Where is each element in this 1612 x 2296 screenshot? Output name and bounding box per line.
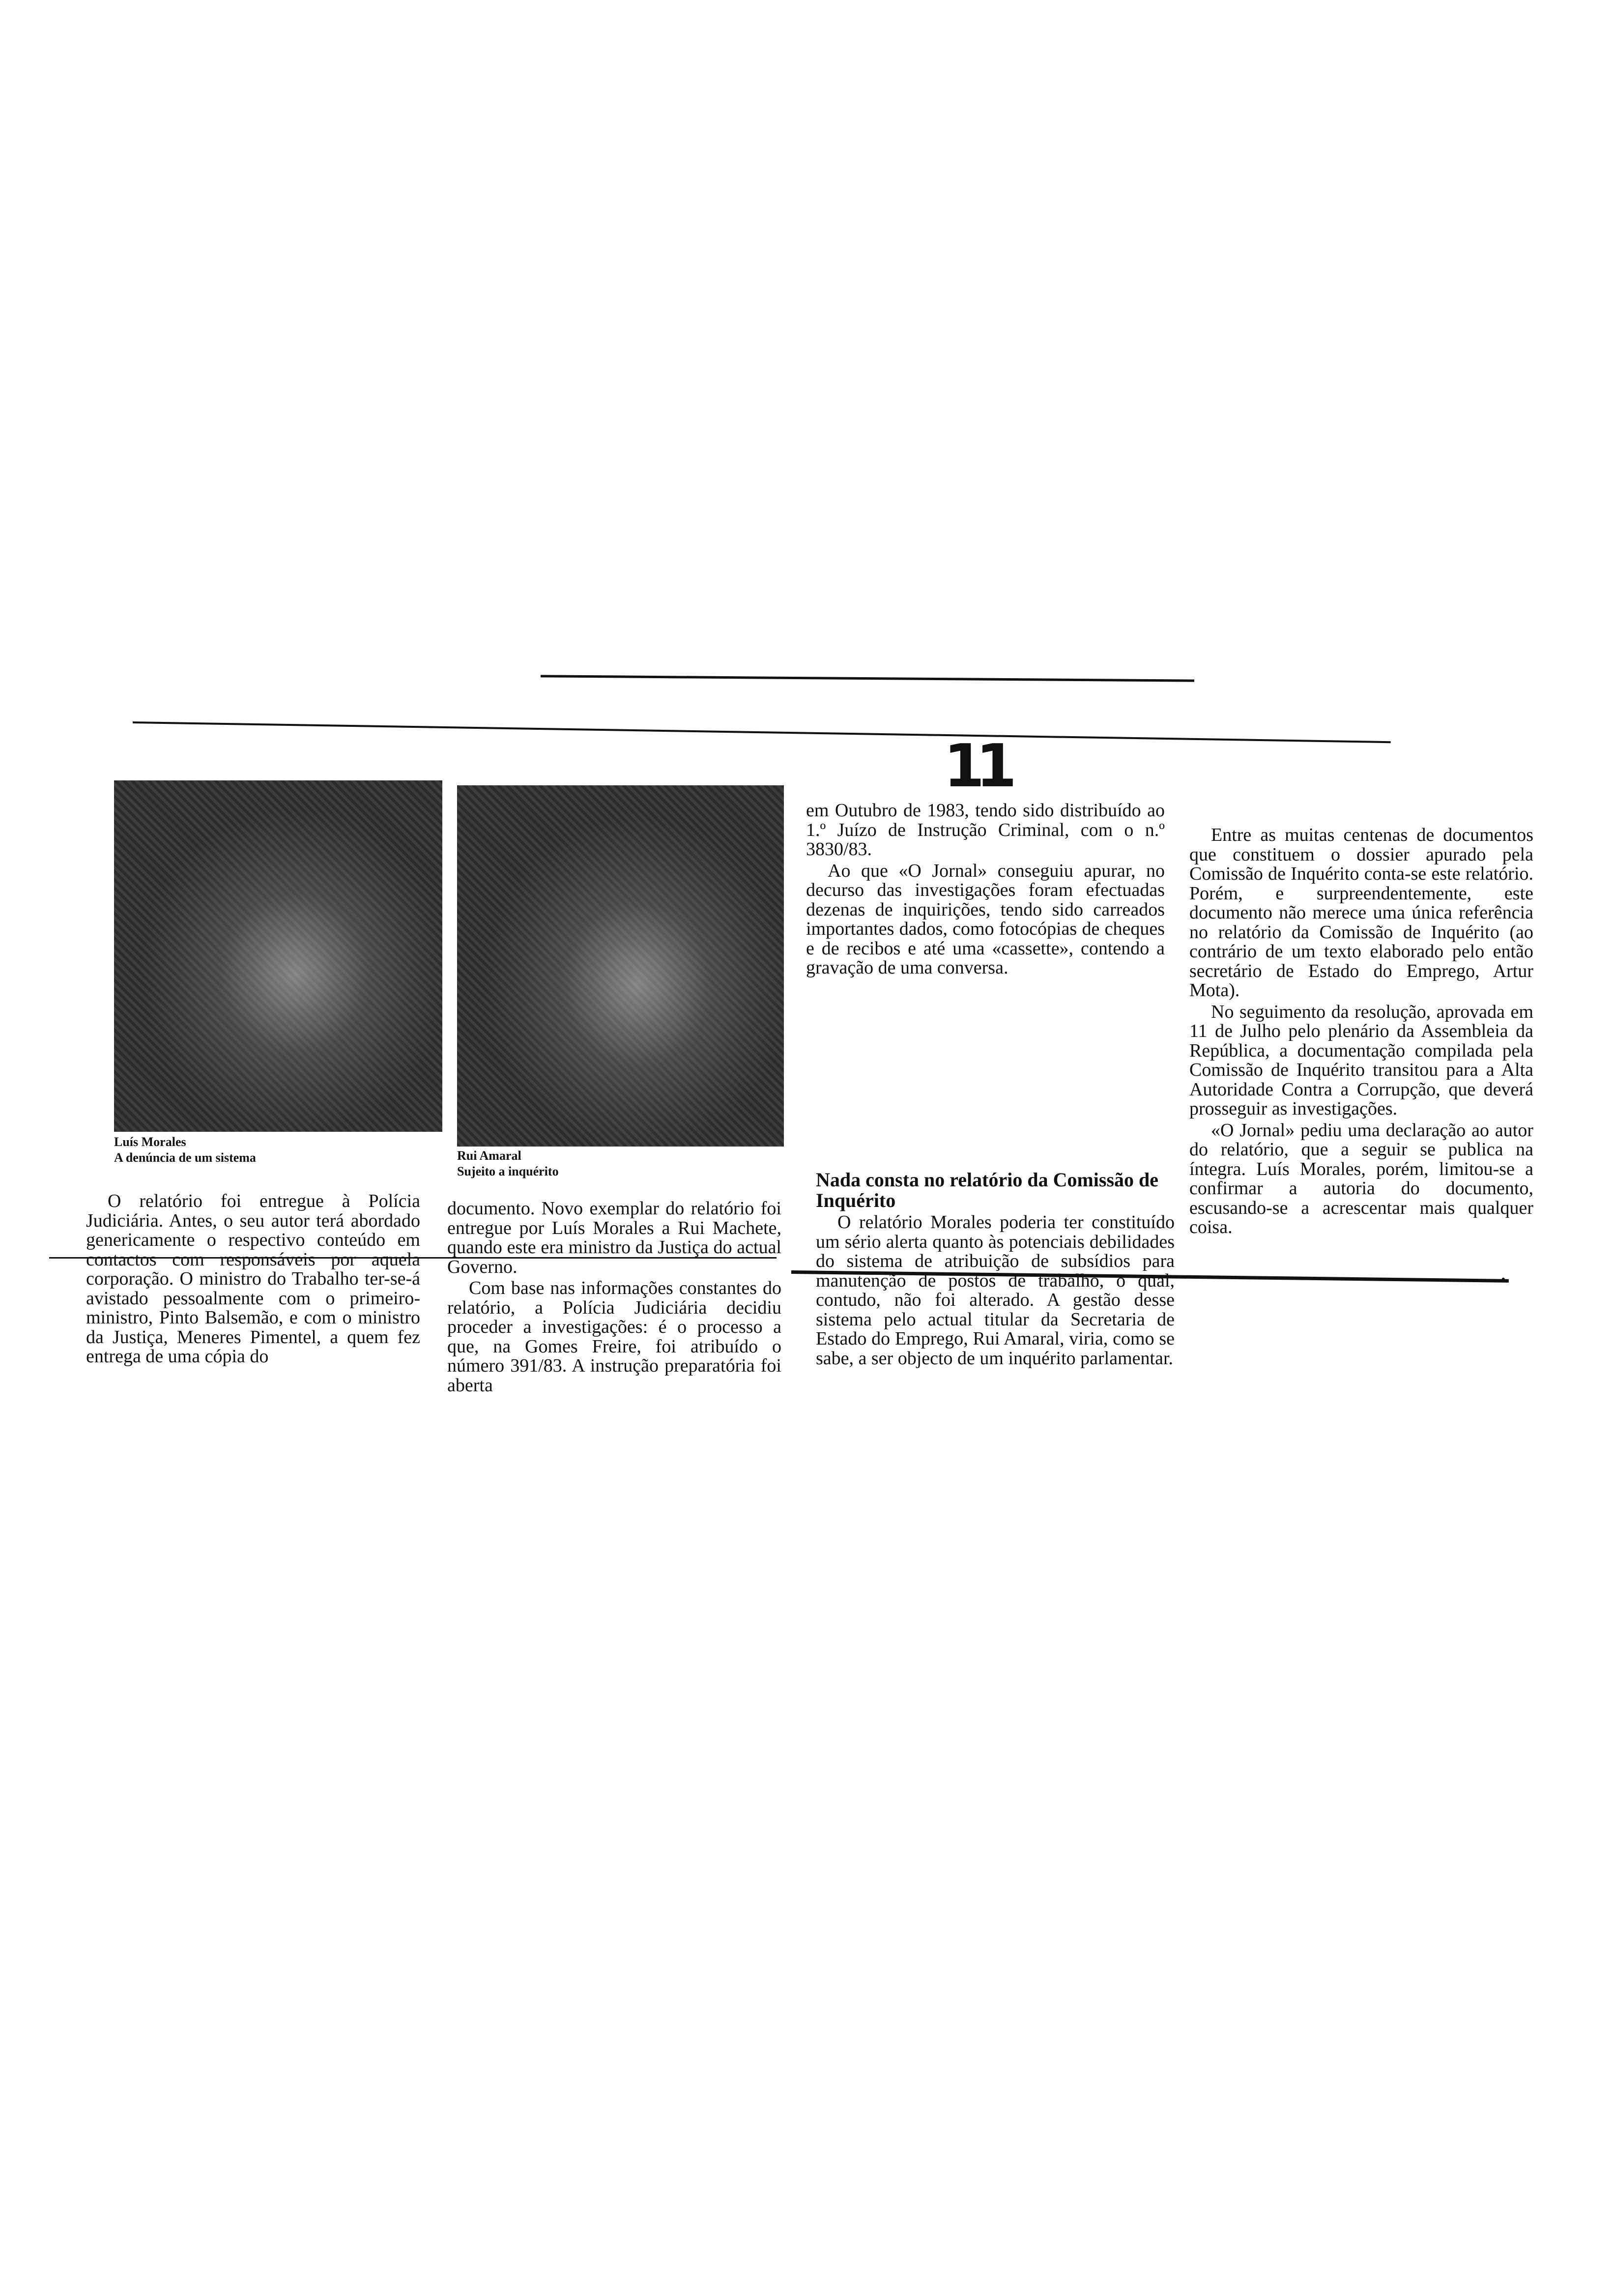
caption-subtitle: A denúncia de um sistema — [114, 1150, 256, 1165]
article-column-3-lower — [816, 1170, 1175, 1370]
paragraph: documento. Novo exemplar do relatório foi entregue por Luís Morales a Rui Machete, quando este era ministro da Justiça do actual Governo. — [447, 1198, 781, 1277]
photo-luis-morales — [114, 780, 442, 1132]
paragraph: No seguimento da resolução, aprovada em 11 de Julho pelo plenário da Assembleia da República, a documentação compilada pela Comissão de Inquérito transitou para a Alta Autoridade Contra a Corrupção, que deverá prosseguir as investigações. — [1189, 1001, 1533, 1119]
article-column-4 — [1189, 826, 1533, 1239]
paragraph: Com base nas informações constantes do relatório, a Polícia Judiciária decidiu proceder a investigações: é o processo a que, na Gomes Freire, foi atribuído o número 391/83. A instrução preparatória foi aberta — [447, 1278, 781, 1396]
caption-rui-amaral — [457, 1148, 752, 1179]
page-mark: 11 — [944, 732, 1008, 801]
photo-rui-amaral — [457, 785, 784, 1147]
paragraph: O relatório Morales poderia ter constituído um sério alerta quanto às potenciais debilidades do sistema de atribuição de subsídios para manutenção de postos de trabalho, o qual, contudo, não foi alterado. A gestão desse sistema pelo actual titular da Secretaria de Estado do Emprego, Rui Amaral, viria, como se sabe, a ser objecto de um inquérito parlamentar. — [816, 1212, 1175, 1369]
caption-subtitle: Sujeito a inquérito — [457, 1164, 559, 1178]
caption-name: Luís Morales — [114, 1135, 186, 1149]
end-mark: • — [1501, 1273, 1505, 1285]
caption-luis-morales — [114, 1134, 409, 1166]
paragraph: O relatório foi entregue à Polícia Judiciária. Antes, o seu autor terá abordado genericamente o respectivo conteúdo em contactos com responsáveis por aquela corporação. O ministro do Trabalho ter-se-á avistado pessoalmente com o primeiro-ministro, Pinto Balsemão, e com o ministro da Justiça, Meneres Pimentel, a quem fez entrega de uma cópia do — [86, 1191, 420, 1367]
paragraph: Entre as muitas centenas de documentos que constituem o dossier apurado pela Comissão de Inquérito conta-se este relatório. Porém, e surpreendentemente, este documento não merece uma única referência no relatório da Comissão de Inquérito (ao contrário de um texto elaborado pelo então secretário de Estado do Emprego, Artur Mota). — [1189, 825, 1533, 1001]
article-column-3 — [806, 801, 1165, 980]
article-column-1 — [86, 1192, 420, 1369]
paragraph: em Outubro de 1983, tendo sido distribuído ao 1.º Juízo de Instrução Criminal, com o n.º 3830/83. — [806, 800, 1165, 860]
section-heading: Nada consta no relatório da Comissão de Inquérito — [816, 1169, 1159, 1211]
article-column-2 — [447, 1199, 781, 1397]
caption-name: Rui Amaral — [457, 1148, 521, 1163]
header-rule — [133, 721, 1391, 743]
paragraph: Ao que «O Jornal» conseguiu apurar, no decurso das investigações foram efectuadas dezenas de inquirições, tendo sido carreados importantes dados, como fotocópias de cheques e de recibos e até uma «cassette», contendo a gravação de uma conversa. — [806, 860, 1165, 978]
paragraph: «O Jornal» pediu uma declaração ao autor do relatório, que a seguir se publica na íntegra. Luís Morales, porém, limitou-se a confirmar a autoria do documento, escusando-se a acrescentar mais qualquer coisa. — [1189, 1119, 1533, 1237]
top-rule — [541, 675, 1194, 682]
